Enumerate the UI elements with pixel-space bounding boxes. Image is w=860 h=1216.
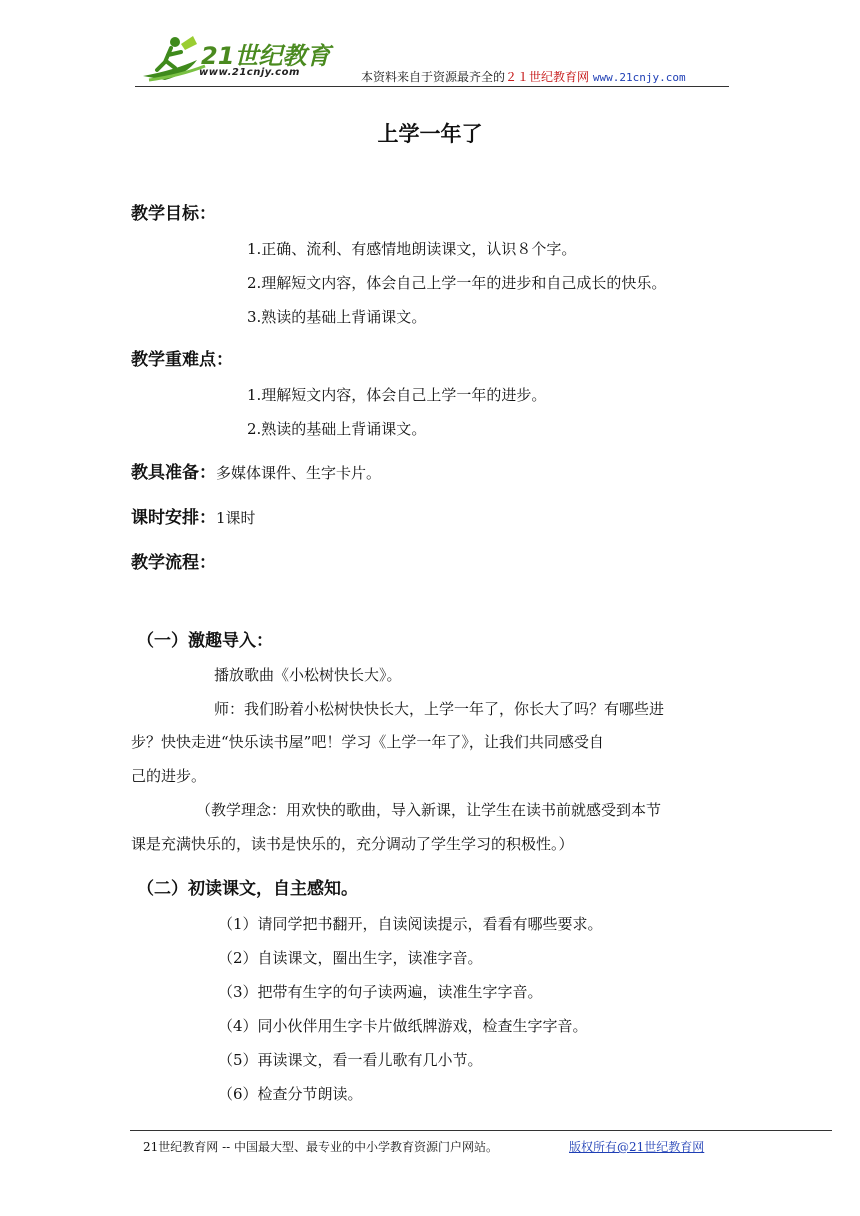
key-point-item: 2.熟读的基础上背诵课文。 bbox=[247, 420, 427, 438]
goal-item: 3.熟读的基础上背诵课文。 bbox=[247, 308, 427, 326]
section2-heading: （二）初读课文，自主感知。 bbox=[137, 879, 358, 899]
section1-line: 播放歌曲《小松树快长大》。 bbox=[214, 666, 402, 684]
section2-item: （1）请同学把书翻开，自读阅读提示，看看有哪些要求。 bbox=[218, 915, 603, 933]
footer-text: 21世纪教育网 -- 中国最大型、最专业的中小学教育资源门户网站。 bbox=[143, 1140, 499, 1154]
goal-item: 1.正确、流利、有感情地朗读课文，认识８个字。 bbox=[247, 240, 577, 258]
logo-text: 21世纪教育 bbox=[201, 42, 331, 70]
process-heading: 教学流程： bbox=[131, 553, 216, 573]
section1-note-line: （教学理念：用欢快的歌曲，导入新课，让学生在读书前就感受到本节 bbox=[196, 801, 662, 819]
document-title: 上学一年了 bbox=[377, 122, 483, 146]
section1-paragraph-line: 师：我们盼着小松树快快长大，上学一年了，你长大了吗？有哪些进 bbox=[214, 700, 665, 718]
schedule-value: 1课时 bbox=[216, 509, 256, 527]
goal-item: 2.理解短文内容，体会自己上学一年的进步和自己成长的快乐。 bbox=[247, 274, 667, 292]
key-point-item: 1.理解短文内容，体会自己上学一年的进步。 bbox=[247, 386, 547, 404]
header-note-prefix: 本资料来自于资源最齐全的 bbox=[361, 70, 506, 84]
section2-item: （4）同小伙伴用生字卡片做纸牌游戏，检查生字字音。 bbox=[218, 1017, 588, 1035]
schedule-label: 课时安排： bbox=[131, 508, 216, 528]
section1-paragraph-line: 步？快快走进“快乐读书屋”吧！学习《上学一年了》，让我们共同感受自 bbox=[131, 733, 604, 751]
header-divider bbox=[135, 86, 729, 87]
materials-value: 多媒体课件、生字卡片。 bbox=[216, 464, 382, 482]
section1-paragraph-line: 己的进步。 bbox=[131, 767, 207, 785]
materials-line bbox=[131, 458, 381, 483]
materials-label: 教具准备： bbox=[131, 463, 216, 483]
section2-item: （3）把带有生字的句子读两遍，读准生字字音。 bbox=[218, 983, 543, 1001]
section1-note-line: 课是充满快乐的，读书是快乐的，充分调动了学生学习的积极性。） bbox=[131, 835, 574, 853]
copyright-link[interactable]: 版权所有@21世纪教育网 bbox=[569, 1140, 705, 1154]
key-points-heading: 教学重难点： bbox=[131, 350, 233, 370]
header-url-link[interactable]: www.21cnjy.com bbox=[592, 71, 686, 84]
schedule-line bbox=[131, 503, 256, 528]
section2-item: （6）检查分节朗读。 bbox=[218, 1085, 363, 1103]
header-note bbox=[361, 68, 686, 85]
footer-divider bbox=[130, 1130, 832, 1131]
logo-url: www.21cnjy.com bbox=[199, 67, 300, 78]
section2-item: （2）自读课文，圈出生字，读准字音。 bbox=[218, 949, 483, 967]
goals-heading: 教学目标： bbox=[131, 204, 216, 224]
header-brand-link[interactable]: ２１世纪教育网 bbox=[505, 70, 590, 84]
section2-item: （5）再读课文，看一看儿歌有几小节。 bbox=[218, 1051, 483, 1069]
section1-heading: （一）激趣导入： bbox=[137, 631, 273, 651]
